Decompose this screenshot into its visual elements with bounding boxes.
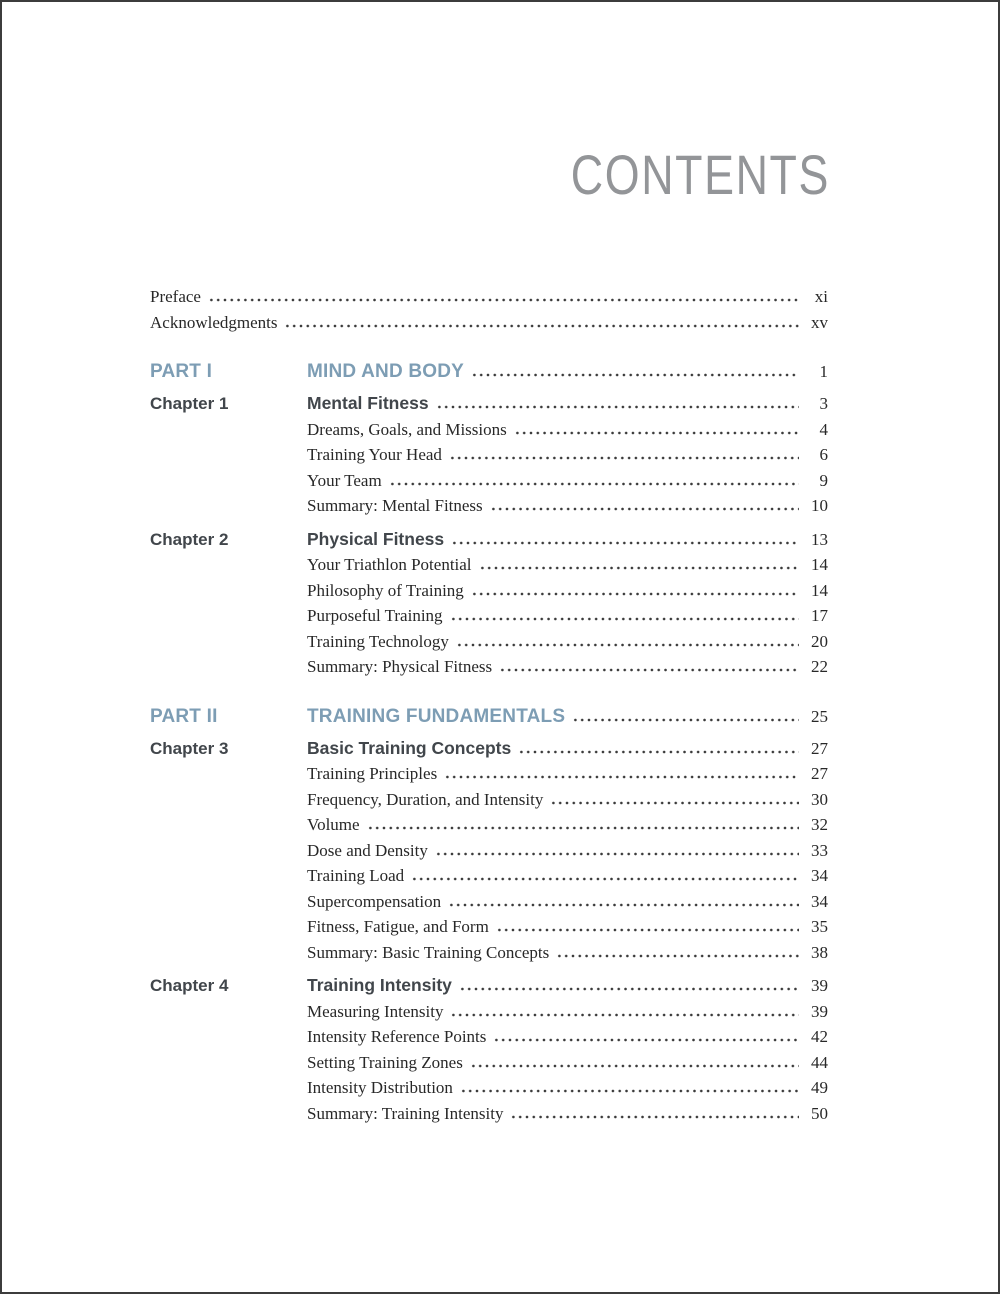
section-title: Summary: Physical Fitness xyxy=(307,657,493,676)
toc-row-section xyxy=(150,914,828,940)
page-number: 27 xyxy=(811,764,828,783)
section-title: Your Team xyxy=(307,470,382,490)
dot-leader xyxy=(435,852,799,856)
table-of-contents xyxy=(150,284,828,1126)
dot-leader xyxy=(471,592,799,596)
dot-leader xyxy=(470,1064,799,1068)
dot-leader xyxy=(411,877,799,881)
section-title: Supercompensation xyxy=(307,891,442,911)
toc-entry-title: Preface xyxy=(150,287,201,306)
dot-leader xyxy=(518,750,799,754)
page-number: 38 xyxy=(811,942,828,962)
toc-row-section xyxy=(150,468,828,494)
toc-row-section xyxy=(150,493,828,519)
chapter-group xyxy=(150,736,828,966)
dot-leader xyxy=(448,903,799,907)
chapter-group xyxy=(150,527,828,680)
toc-row-part xyxy=(150,703,828,731)
part-title: TRAINING FUNDAMENTALS xyxy=(307,705,566,727)
chapter-group xyxy=(150,973,828,1126)
dot-leader xyxy=(490,507,799,511)
section-title: Your Triathlon Potential xyxy=(307,555,472,574)
section-title: Fitness, Fatigue, and Form xyxy=(307,917,489,936)
page-number: 4 xyxy=(819,419,828,439)
dot-leader xyxy=(556,954,799,958)
dot-leader xyxy=(499,668,799,672)
page-number: 14 xyxy=(811,580,828,600)
section-title: Summary: Training Intensity xyxy=(307,1103,504,1123)
section-title: Purposeful Training xyxy=(307,606,443,625)
chapter-group xyxy=(150,391,828,519)
dot-leader xyxy=(367,826,799,830)
page-number: 6 xyxy=(819,445,828,464)
dot-leader xyxy=(208,298,799,302)
toc-row-section xyxy=(150,1050,828,1076)
chapter-title: Training Intensity xyxy=(307,975,452,995)
section-title: Training Principles xyxy=(307,764,438,783)
page-number: 35 xyxy=(811,917,828,936)
toc-row-chapter xyxy=(150,736,828,762)
toc-row-section xyxy=(150,812,828,838)
toc-row-section xyxy=(150,1024,828,1050)
section-title: Measuring Intensity xyxy=(307,1001,444,1021)
dot-leader xyxy=(493,1038,799,1042)
page-title: CONTENTS xyxy=(570,143,830,206)
toc-entry-title: Acknowledgments xyxy=(150,312,278,332)
section-title: Summary: Mental Fitness xyxy=(307,496,483,515)
page-number: 3 xyxy=(819,394,828,413)
toc-row-part xyxy=(150,358,828,386)
toc-row-front-matter xyxy=(150,284,828,310)
toc-row-section xyxy=(150,940,828,966)
section-title: Frequency, Duration, and Intensity xyxy=(307,789,544,809)
toc-row-section xyxy=(150,603,828,629)
toc-row-section xyxy=(150,889,828,915)
chapter-label: Chapter 4 xyxy=(150,976,229,995)
dot-leader xyxy=(284,324,799,328)
dot-leader xyxy=(514,431,799,435)
page-number: 1 xyxy=(819,362,828,381)
page-number: 39 xyxy=(811,1001,828,1021)
part-title: MIND AND BODY xyxy=(307,361,465,382)
page-number: 49 xyxy=(811,1078,828,1097)
dot-leader xyxy=(460,1089,799,1093)
dot-leader xyxy=(496,928,799,932)
page-number: 27 xyxy=(811,738,828,758)
part-group xyxy=(150,703,828,1127)
chapter-title: Basic Training Concepts xyxy=(307,737,512,758)
dot-leader xyxy=(450,1013,799,1017)
dot-leader xyxy=(459,987,799,991)
toc-row-section xyxy=(150,417,828,443)
page-number: 25 xyxy=(811,706,828,726)
page-number: 22 xyxy=(811,657,828,676)
page-number: 34 xyxy=(811,891,828,911)
toc-row-section xyxy=(150,787,828,813)
chapter-label: Chapter 2 xyxy=(150,529,229,549)
page-number: 33 xyxy=(811,840,828,860)
toc-row-section xyxy=(150,629,828,655)
toc-row-chapter xyxy=(150,527,828,553)
dot-leader xyxy=(444,775,799,779)
toc-row-section xyxy=(150,999,828,1025)
page-number: 32 xyxy=(811,815,828,834)
page-number: 30 xyxy=(811,789,828,809)
dot-leader xyxy=(451,541,799,545)
page-number: xi xyxy=(814,287,828,306)
section-title: Training Load xyxy=(307,866,405,885)
dot-leader xyxy=(471,373,799,377)
toc-row-section xyxy=(150,552,828,578)
chapter-label: Chapter 1 xyxy=(150,394,229,413)
dot-leader xyxy=(450,617,799,621)
toc-row-section xyxy=(150,442,828,468)
toc-row-front-matter xyxy=(150,310,828,336)
toc-row-chapter xyxy=(150,391,828,417)
toc-row-section xyxy=(150,578,828,604)
section-title: Intensity Distribution xyxy=(307,1078,453,1097)
toc-row-section xyxy=(150,838,828,864)
page-number: 44 xyxy=(811,1052,828,1072)
page-number: xv xyxy=(811,312,828,332)
section-title: Intensity Reference Points xyxy=(307,1027,487,1046)
part-group xyxy=(150,358,828,680)
dot-leader xyxy=(550,801,799,805)
page-number: 34 xyxy=(811,866,828,885)
toc-row-section xyxy=(150,654,828,680)
chapter-title: Physical Fitness xyxy=(307,528,445,549)
page-number: 39 xyxy=(811,976,828,995)
section-title: Training Technology xyxy=(307,631,449,651)
dot-leader xyxy=(389,482,799,486)
dot-leader xyxy=(449,456,799,460)
page-number: 20 xyxy=(811,631,828,651)
dot-leader xyxy=(436,405,799,409)
section-title: Dreams, Goals, and Missions xyxy=(307,419,507,439)
page-number: 17 xyxy=(811,606,828,625)
dot-leader xyxy=(572,718,799,722)
dot-leader xyxy=(510,1115,799,1119)
section-title: Philosophy of Training xyxy=(307,580,464,600)
part-label: PART II xyxy=(150,705,218,727)
page-number: 50 xyxy=(811,1103,828,1123)
section-title: Training Your Head xyxy=(307,445,442,464)
section-title: Summary: Basic Training Concepts xyxy=(307,942,550,962)
page-number: 42 xyxy=(811,1027,828,1046)
toc-row-section xyxy=(150,863,828,889)
page-number: 14 xyxy=(811,555,828,574)
dot-leader xyxy=(479,566,799,570)
section-title: Dose and Density xyxy=(307,840,428,860)
dot-leader xyxy=(456,643,799,647)
toc-row-section xyxy=(150,761,828,787)
chapter-title: Mental Fitness xyxy=(307,393,429,413)
toc-row-chapter xyxy=(150,973,828,999)
section-title: Volume xyxy=(307,815,360,834)
page-number: 13 xyxy=(811,529,828,549)
page-number: 9 xyxy=(819,470,828,490)
chapter-label: Chapter 3 xyxy=(150,738,229,758)
toc-row-section xyxy=(150,1101,828,1127)
section-title: Setting Training Zones xyxy=(307,1052,463,1072)
part-label: PART I xyxy=(150,361,213,382)
page-number: 10 xyxy=(811,496,828,515)
toc-row-section xyxy=(150,1075,828,1101)
